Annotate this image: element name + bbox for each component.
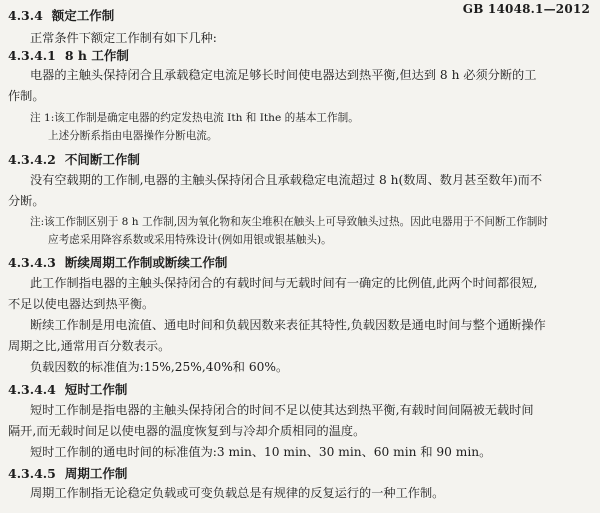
- section-title: 8 h 工作制: [64, 48, 129, 63]
- note-text: 应考虑采用降容系数或采用特殊设计(例如用银或银基触头)。: [48, 234, 332, 246]
- section-heading: [8, 255, 227, 270]
- paragraph-text: 作制。: [8, 89, 45, 103]
- note-text: 注:该工作制区别于 8 h 工作制,因为氧化物和灰尘堆积在触头上可导致触头过热。因此电器用于不间断工作制时: [30, 216, 548, 228]
- section-number: 4.3.4.3: [8, 255, 56, 270]
- paragraph-text: 周期工作制指无论稳定负载或可变负载总是有规律的反复运行的一种工作制。: [30, 486, 445, 500]
- paragraph-text: 不足以使电器达到热平衡。: [8, 297, 155, 311]
- paragraph-text: 周期之比,通常用百分数表示。: [8, 339, 171, 353]
- paragraph-text: 此工作制指电器的主触头保持闭合的有载时间与无载时间有一确定的比例值,此两个时间都很短,: [30, 276, 538, 290]
- paragraph-text: 没有空载期的工作制,电器的主触头保持闭合且承载稳定电流超过 8 h(数周、数月甚至数年)而不: [30, 173, 543, 187]
- section-heading: [8, 382, 127, 397]
- section-heading: [8, 466, 127, 481]
- section-title: 周期工作制: [64, 466, 128, 481]
- section-heading: [8, 152, 140, 167]
- section-title: 短时工作制: [64, 382, 128, 397]
- paragraph-text: 电器的主触头保持闭合且承载稳定电流足够长时间使电器达到热平衡,但达到 8 h 必须分断的工: [30, 68, 537, 82]
- note-text: 注 1:该工作制是确定电器的约定发热电流 Ith 和 Ithe 的基本工作制。: [30, 112, 359, 124]
- paragraph-text: 短时工作制是指电器的主触头保持闭合的时间不足以使其达到热平衡,有载时间间隔被无载时间: [30, 403, 534, 417]
- paragraph-text: 分断。: [8, 194, 45, 208]
- paragraph-text: 正常条件下额定工作制有如下几种:: [30, 31, 217, 45]
- section-heading: [8, 48, 129, 63]
- section-number: 4.3.4.5: [8, 466, 56, 481]
- section-title: 额定工作制: [51, 8, 115, 23]
- section-number: 4.3.4.4: [8, 382, 56, 397]
- section-title: 不间断工作制: [64, 152, 140, 167]
- section-number: 4.3.4.1: [8, 48, 56, 63]
- section-number: 4.3.4.2: [8, 152, 56, 167]
- paragraph-text: 隔开,而无载时间足以使电器的温度恢复到与冷却介质相同的温度。: [8, 424, 366, 438]
- paragraph-text: 负载因数的标准值为:15%,25%,40%和 60%。: [30, 360, 289, 374]
- paragraph-text: 短时工作制的通电时间的标准值为:3 min、10 min、30 min、60 min 和 90 min。: [30, 445, 492, 459]
- section-heading: [8, 8, 114, 23]
- section-number: 4.3.4: [8, 8, 43, 23]
- standard-number-header: GB 14048.1—2012: [462, 2, 590, 16]
- paragraph-text: 断续工作制是用电流值、通电时间和负载因数来表征其特性,负载因数是通电时间与整个通断操作: [30, 318, 546, 332]
- note-text: 上述分断系指由电器操作分断电流。: [48, 130, 218, 142]
- section-title: 断续周期工作制或断续工作制: [64, 255, 228, 270]
